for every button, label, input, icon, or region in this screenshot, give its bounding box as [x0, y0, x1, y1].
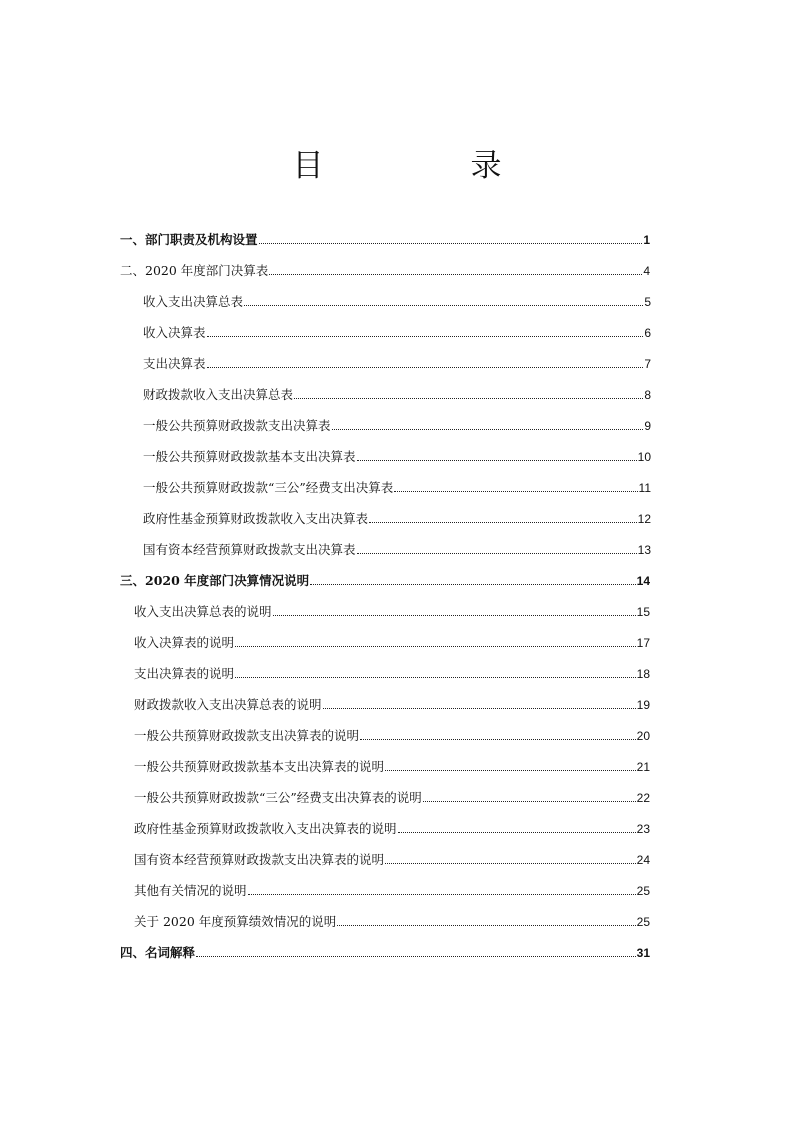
- toc-entry-page: 7: [644, 357, 651, 371]
- toc-leader-dots: [385, 769, 636, 771]
- toc-entry[interactable]: [134, 877, 650, 899]
- toc-entry-section-1[interactable]: [120, 226, 650, 248]
- toc-entry[interactable]: [134, 784, 650, 806]
- toc-leader-dots: [332, 428, 644, 430]
- toc-entry-page: 18: [636, 667, 650, 681]
- toc-entry-section-4[interactable]: [120, 939, 650, 961]
- toc-entry-label: 关于 2020 年度预算绩效情况的说明: [134, 914, 337, 929]
- toc-entry[interactable]: [143, 443, 651, 465]
- toc-entry-page: 8: [644, 388, 651, 402]
- toc-entry-label: 二、2020 年度部门决算表: [120, 263, 269, 278]
- toc-leader-dots: [207, 335, 644, 337]
- toc-entry[interactable]: [134, 722, 650, 744]
- toc-entry[interactable]: [143, 319, 651, 341]
- toc-entry-label: 收入决算表的说明: [134, 635, 235, 650]
- toc-leader-dots: [248, 893, 636, 895]
- toc-entry-section-2[interactable]: [120, 257, 650, 279]
- toc-entry[interactable]: [134, 753, 650, 775]
- toc-entry[interactable]: [143, 412, 651, 434]
- toc-entry-page: 9: [644, 419, 651, 433]
- toc-leader-dots: [394, 490, 637, 492]
- toc-entry-page: 25: [636, 915, 650, 929]
- toc-entry-page: 6: [644, 326, 651, 340]
- toc-entry-page: 24: [636, 853, 650, 867]
- toc-leader-dots: [337, 924, 635, 926]
- toc-entry[interactable]: [143, 505, 651, 527]
- toc-entry[interactable]: [134, 908, 650, 930]
- toc-entry-label: 一般公共预算财政拨款支出决算表的说明: [134, 728, 360, 743]
- toc-entry-label: 支出决算表: [143, 356, 206, 371]
- toc-entry-label: 一般公共预算财政拨款基本支出决算表: [143, 449, 356, 464]
- toc-leader-dots: [385, 862, 636, 864]
- toc-entry[interactable]: [143, 350, 651, 372]
- toc-leader-dots: [369, 521, 637, 523]
- toc-entry-page: 15: [636, 605, 650, 619]
- toc-entry[interactable]: [143, 381, 651, 403]
- toc-entry-page: 4: [643, 264, 650, 278]
- toc-leader-dots: [196, 955, 636, 957]
- toc-entry-label: 一般公共预算财政拨款支出决算表: [143, 418, 331, 433]
- toc-entry-label: 三、2020 年度部门决算情况说明: [120, 573, 310, 588]
- toc-entry-page: 21: [636, 760, 650, 774]
- toc-leader-dots: [360, 738, 636, 740]
- toc-leader-dots: [235, 676, 636, 678]
- toc-entry-label: 国有资本经营预算财政拨款支出决算表: [143, 542, 356, 557]
- toc-entry-page: 1: [643, 233, 650, 247]
- toc-entry[interactable]: [134, 846, 650, 868]
- toc-entry-page: 11: [638, 481, 651, 495]
- toc-entry-label: 财政拨款收入支出决算总表的说明: [134, 697, 322, 712]
- toc-entry[interactable]: [143, 536, 651, 558]
- toc-entry-label: 支出决算表的说明: [134, 666, 235, 681]
- toc-leader-dots: [357, 459, 637, 461]
- toc-leader-dots: [294, 397, 643, 399]
- toc-entry[interactable]: [134, 660, 650, 682]
- toc-leader-dots: [357, 552, 637, 554]
- toc-leader-dots: [323, 707, 636, 709]
- toc-entry-label: 财政拨款收入支出决算总表: [143, 387, 294, 402]
- toc-leader-dots: [273, 614, 636, 616]
- toc-entry-page: 10: [637, 450, 651, 464]
- toc-entry[interactable]: [134, 629, 650, 651]
- toc-entry[interactable]: [143, 474, 651, 496]
- toc-leader-dots: [207, 366, 644, 368]
- toc-entry[interactable]: [143, 288, 651, 310]
- toc-entry-page: 14: [636, 574, 650, 588]
- toc-entry-label: 收入支出决算总表的说明: [134, 604, 272, 619]
- toc-entry-label: 一般公共预算财政拨款“三公”经费支出决算表: [143, 480, 394, 495]
- toc-entry-page: 31: [636, 946, 650, 960]
- toc-leader-dots: [398, 831, 636, 833]
- toc-entry-label: 政府性基金预算财政拨款收入支出决算表: [143, 511, 369, 526]
- toc-leader-dots: [423, 800, 636, 802]
- toc-leader-dots: [259, 242, 643, 244]
- toc-entry-label: 一般公共预算财政拨款“三公”经费支出决算表的说明: [134, 790, 422, 805]
- toc-entry-label: 收入支出决算总表: [143, 294, 244, 309]
- toc-entry-page: 20: [636, 729, 650, 743]
- toc-leader-dots: [310, 583, 635, 585]
- toc-entry-page: 12: [637, 512, 651, 526]
- toc-entry-page: 13: [637, 543, 651, 557]
- toc-leader-dots: [269, 273, 642, 275]
- toc-entry-page: 25: [636, 884, 650, 898]
- toc-leader-dots: [244, 304, 643, 306]
- toc-entry-label: 收入决算表: [143, 325, 206, 340]
- toc-entry-page: 22: [636, 791, 650, 805]
- toc-entry-page: 17: [636, 636, 650, 650]
- toc-leader-dots: [235, 645, 636, 647]
- toc-entry-section-3[interactable]: [120, 567, 650, 589]
- toc-entry-label: 政府性基金预算财政拨款收入支出决算表的说明: [134, 821, 397, 836]
- toc-entry-page: 23: [636, 822, 650, 836]
- toc-entry-label: 一、部门职责及机构设置: [120, 232, 258, 247]
- toc-entry[interactable]: [134, 598, 650, 620]
- toc-entry-page: 5: [644, 295, 651, 309]
- toc-entry-label: 一般公共预算财政拨款基本支出决算表的说明: [134, 759, 385, 774]
- page-title: 目 录: [292, 148, 560, 184]
- toc-entry-label: 四、名词解释: [120, 945, 196, 960]
- toc-entry-page: 19: [636, 698, 650, 712]
- toc-entry-label: 其他有关情况的说明: [134, 883, 247, 898]
- toc-entry-label: 国有资本经营预算财政拨款支出决算表的说明: [134, 852, 385, 867]
- toc-entry[interactable]: [134, 815, 650, 837]
- toc-entry[interactable]: [134, 691, 650, 713]
